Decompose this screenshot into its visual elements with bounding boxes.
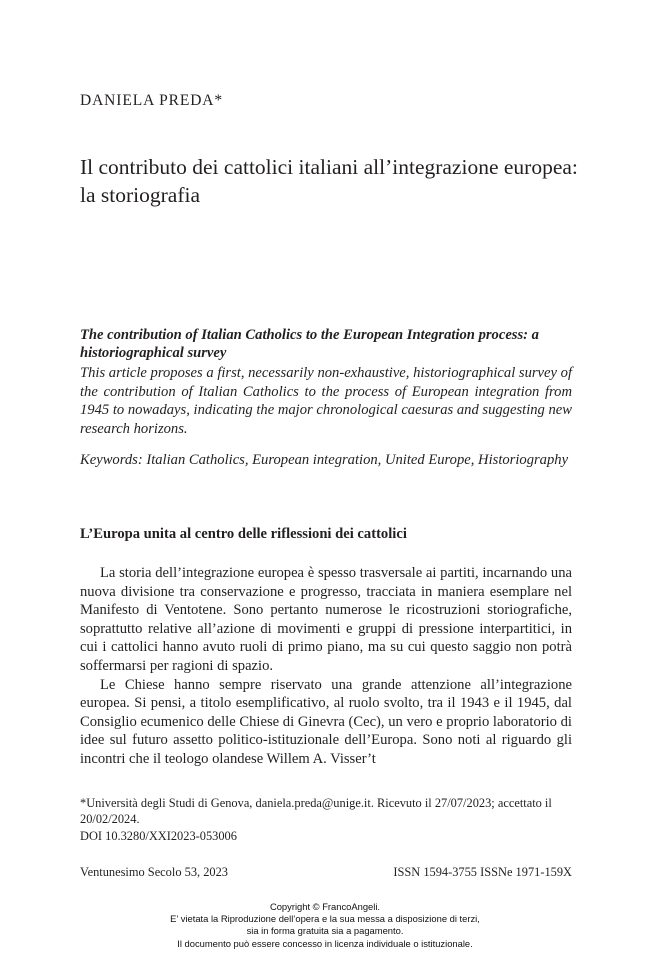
keywords: Keywords: Italian Catholics, European integration, United Europe, Historiography bbox=[80, 452, 569, 468]
author-name: DANIELA PREDA* bbox=[80, 92, 224, 109]
abstract-body: This article proposes a first, necessarily non-exhaustive, historiographical survey of the contribution of Italian Catholics to the process of European integration from 1945 to nowadays, indicating the major chronological caesuras and suggesting new research horizons. bbox=[80, 365, 572, 437]
issn-info: ISSN 1594-3755 ISSNe 1971-159X bbox=[393, 865, 572, 879]
body-paragraph: Le Chiese hanno sempre riservato una grande attenzione all’integrazione europea. Si pensi, a titolo esemplificativo, al ruolo svolto, tra il 1943 e il 1945, dal Consiglio ecumenico delle Chiese di Ginevra (Cec), un vero e proprio laboratorio di idee sul futuro assetto politico-istituzionale dell’Europa. Sono noti al riguardo gli incontri che il teologo olandese Willem A. Visser’t bbox=[80, 676, 572, 767]
copyright-notice bbox=[0, 901, 650, 950]
copyright-line: sia in forma gratuita sia a pagamento. bbox=[246, 925, 404, 937]
body-paragraph: La storia dell’integrazione europea è spesso trasversale ai partiti, incarnando una nuova divisione tra conservazione e progresso, tracciata in maniera esemplare nel Manifesto di Ventotene. Sono pertanto numerose le ricostruzioni storiografiche, soprattutto relative all’azione di movimenti e gruppi di pressione interpartitici, in cui i cattolici hanno avuto ruoli di primo piano, ma su cui questo saggio non potrà soffermarsi per ragioni di spazio. bbox=[80, 565, 572, 674]
section-heading: L’Europa unita al centro delle riflessioni dei cattolici bbox=[80, 526, 407, 542]
copyright-line: Il documento può essere concesso in licenza individuale o istituzionale. bbox=[177, 937, 473, 949]
copyright-line: E’ vietata la Riproduzione dell’opera e la sua messa a disposizione di terzi, bbox=[170, 913, 480, 925]
copyright-line: Copyright © FrancoAngeli. bbox=[269, 901, 381, 912]
footnote bbox=[80, 795, 572, 844]
journal-info: Ventunesimo Secolo 53, 2023 bbox=[80, 865, 228, 879]
abstract-title: The contribution of Italian Catholics to the European Integration process: a historiographical survey bbox=[80, 327, 539, 361]
article-title: Il contributo dei cattolici italiani all’integrazione europea: la storiografia bbox=[80, 155, 578, 207]
footnote-doi: DOI 10.3280/XXI2023-053006 bbox=[80, 828, 237, 843]
footnote-affiliation: *Università degli Studi di Genova, daniela.preda@unige.it. Ricevuto il 27/07/2023; accettato il 20/02/2024. bbox=[80, 796, 552, 827]
body-text bbox=[80, 564, 572, 769]
